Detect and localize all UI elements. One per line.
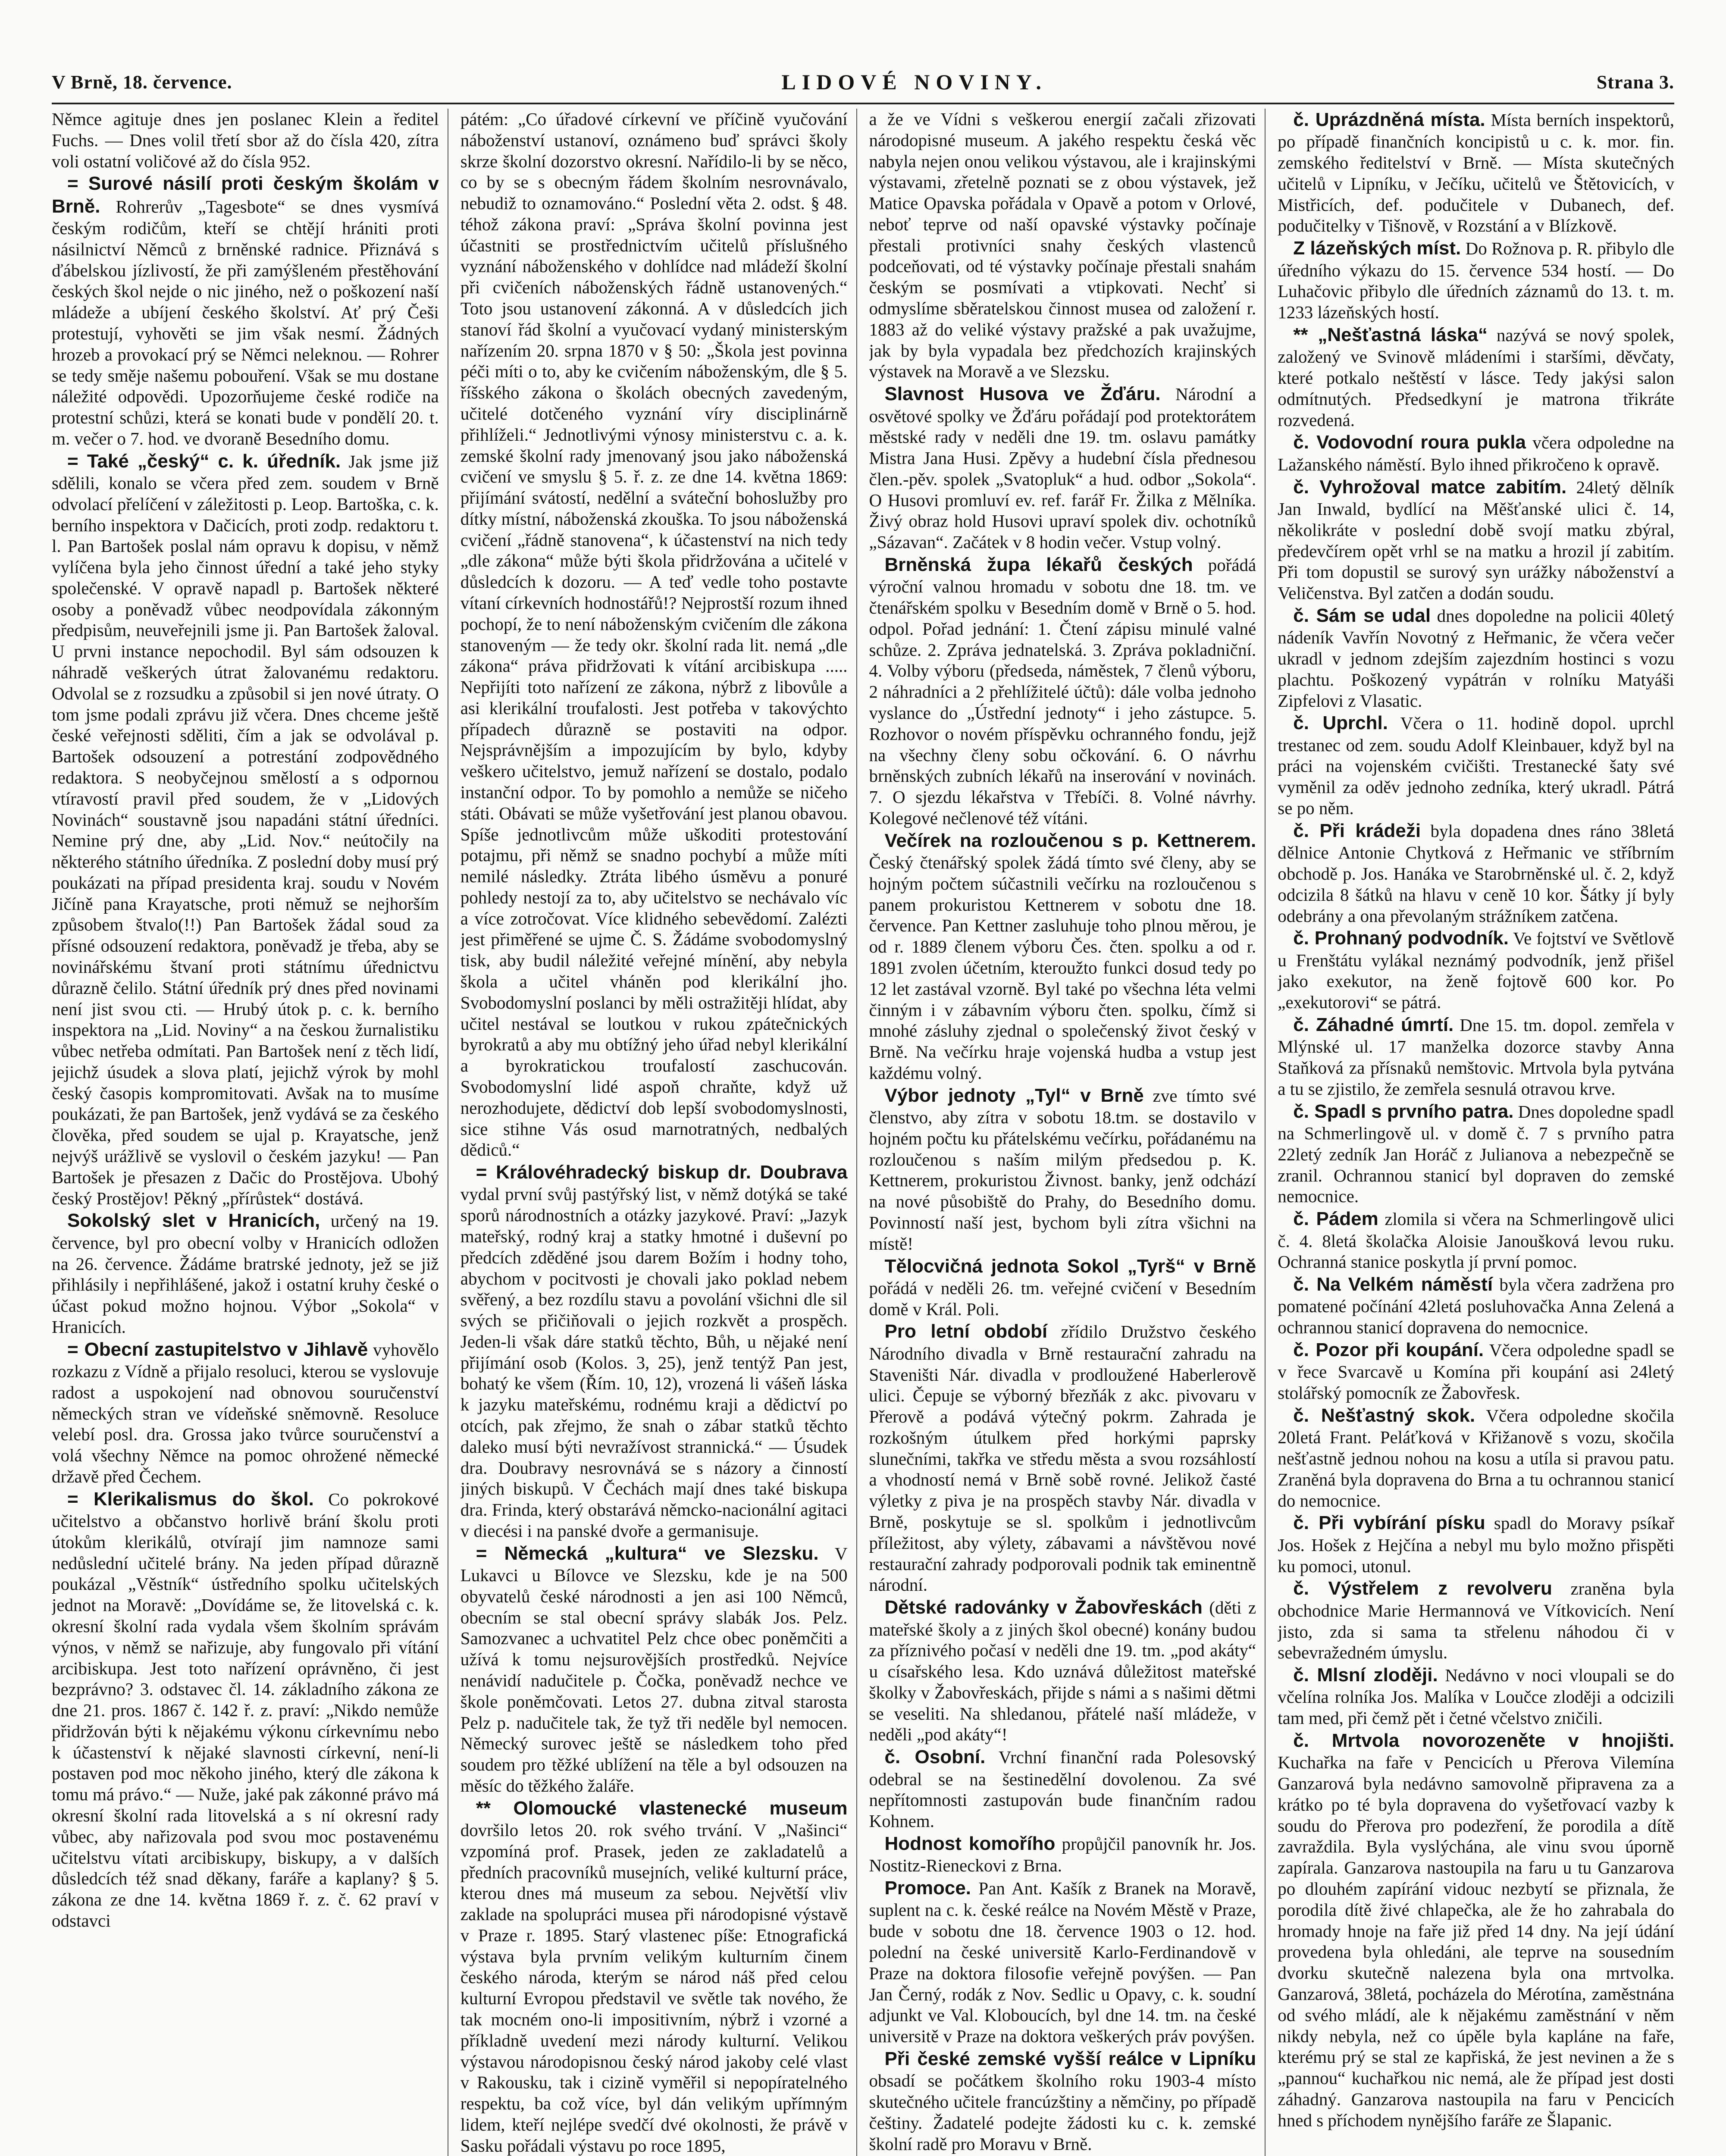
article-heading: = Obecní zastupitelstvo v Jihlavě (67, 1338, 368, 1360)
article-text: pořádá výroční valnou hromadu v sobotu dne 18. tm. ve čtenářském spolku v Besedním domě v Brně o 5. hod. odpol. Pořad jednání: 1. Čtení zápisu minulé valné schůze. 2. Zpráva jednatelská. 3. Zpráva pokladniční. 4. Volby výboru (předseda, náměstek, 7 členů výboru, 2 náhradníci a 2 přehlížitelé účtů): dále volba jednoho vyslance do „Ústřední jednoty“ i jeho zástupce. 5. Rozhovor o novém příspěvku ochranného fondu, jejž na všechny členy sobu očkování. 6. O návrhu brněnských zubních lékařů na inserování v novinách. 7. O sjezdu lékařstva v Třebíči. 8. Volné návrhy. Kolegové nečlenové též vítáni. (869, 555, 1256, 828)
article-columns (52, 109, 1674, 2156)
article-paragraph (869, 1084, 1256, 1254)
article-heading: = Surové násilí proti českým školám v Brně. (52, 173, 439, 217)
article-paragraph (1278, 1664, 1674, 1729)
article-text: zraněna byla obchodnice Marie Hermannová ve Vítkovicích. Není jisto, zda si sama ta střelenu náhodou či v sebevražedném úmyslu. (1278, 1579, 1674, 1663)
article-heading: č. Záhadné úmrtí. (1293, 1014, 1454, 1036)
article-heading: Hodnost komořího (884, 1833, 1056, 1854)
article-text: 24letý dělník Jan Inwald, bydlící na Měšťanské ulici č. 14, několikráte v poslední době svojí matku zbýral, předevčírem opět vrhl se na matku a hrozil jí zabitím. Při tom dopustil se surový syn urážky náboženství a Veličenstva. Byl zatčen a dodán soudu. (1278, 477, 1674, 603)
article-text: spadl do Moravy psíkař Jos. Hošek z Hejčína a nebyl mu bylo možno přispěti ku pomoci, utonul. (1278, 1513, 1674, 1576)
article-paragraph (869, 554, 1256, 829)
article-heading: Dětské radovánky v Žabovřeskách (884, 1597, 1203, 1618)
article-text: a že ve Vídni s veškerou energií začali zřizovati národopisné museum. A jakého respektu česká věc nabyla nejen onou velikou výstavou, ale i krajinskými výstavami, zřetelně poznati se z obou výstavek, jež Matice Opavska pořádala v Opavě a potom v Orlové, neboť teprve od naší opavské výstavky počínaje přestali protivníci snahy českých vlastenců podceňovati, od té výstavky počínaje přestali snahám českým se posmívati a vtipkovati. Nechť si odmyslíme sběratelskou činnost musea od založení r. 1883 až do veliké výstavy pražské a pak uvažujme, jak by byla vypadala bez předchozích krajinských výstavek na Moravě a ve Slezsku. (869, 109, 1256, 382)
article-heading: Slavnost Husova ve Žďáru. (884, 383, 1161, 405)
article-text: obsadí se počátkem školního roku 1903-4 místo skutečného učitele francúzštiny a němčiny, po případě češtiny. Žadatelé podejte žádosti ku c. k. zemské školní radě pro Moravu v Brně. (869, 2071, 1256, 2154)
article-text: vydal první svůj pastýřský list, v němž dotýká se také sporů národnostních a otázky jazykové. Praví: „Jazyk mateřský, rodný kraj a statky hmotné i duševní po předcích zděděné jsou darem Božím i hodny toho, abychom v pocitvosti je chovali jako poklad nebem svěřený, a bez rozdílu stavu a povolání všichni dle sil svých se přičiňovali o jejich rozkvět a prospěch. Jeden-li však dáre statků těchto, Bůh, u nějaké není přijímání osob (Kolos. 3, 25), jenž tentýž Pan jest, bohatý ke všem (Řím. 10, 12), vrozená li vášeň láska k jazyku mateřskému, rodnému kraji a dědictví po otcích, pak zřejmo, že snah o zábar statků těchto daleko musí býti nevražívost strannická.“ — Úsudek dra. Doubravy nesrovnává se s názory a činností jiných biskupů. V Čechách mají dnes také biskupa dra. Frinda, který obstarává němcko-nacionální agitaci v diecési i na panské dvoře a germanisuje. (460, 1184, 848, 1541)
article-heading: č. Vyhrožoval matce zabitím. (1293, 476, 1567, 498)
article-heading: č. Osobní. (884, 1746, 986, 1768)
article-text: zřídilo Družstvo českého Národního divadla v Brně restaurační zahradu na Staveništi Nár. divadla v prodloužené Haberlerově ulici. Čepuje se výborný březňák z akc. pivovaru v Přerově a podává výtečný pokrm. Zahrada je rozkošným útulkem před horkými paprsky slunečními, takřka ve středu města a svou rozsáhlostí a vhodností nemá v Brně sobě rovné. Jelikož časté výletky z piva je na prospěch stavby Nár. divadla v Brně, poskytuje se sl. spolkům i jednotlivcům příležitost, aby výlety, zábavami a návštěvou nové restaurační zahrady podporovali podnik tak eminentně národní. (869, 1322, 1256, 1595)
article-text: Včera o 11. hodině dopol. uprchl trestanec od zem. soudu Adolf Kleinbauer, když byl na práci na vojenském cvičišti. Trestanecké šaty své vyměnil za oděv jednoho zedníka, který ukradl. Pátrá se po něm. (1278, 713, 1674, 818)
article-heading: ** Olomoucké vlastenecké museum (476, 1797, 848, 1819)
newspaper-title: LIDOVÉ NOVINY. (781, 70, 1047, 94)
article-text: Včera odpoledne skočila 20letá Frant. Peláťková v Křižanově s vozu, skočila nešťastně jednou nohou na kosu a utíla si pravou patu. Zraněná byla dopravena do Brna a tu ochrannou stanicí do nemocnice. (1278, 1405, 1674, 1510)
article-paragraph (1278, 605, 1674, 711)
article-paragraph (52, 1338, 439, 1487)
article-paragraph (460, 109, 848, 1160)
article-paragraph (1278, 1273, 1674, 1338)
article-text: (děti z mateřské školy a z jiných škol obecné) konány budou za příznivého počasí v neděli dne 19. tm. „pod akáty“ u císařského lesa. Kdo uznává důležitost mateřské školky v Žabovřeskách, přijde s námi a s našimi dětmi se veseliti. Na shledanou, přátelé naší mládeže, v neděli „pod akáty“! (869, 1598, 1256, 1745)
article-heading: č. Pádem (1293, 1208, 1378, 1230)
column-1 (52, 109, 448, 2156)
article-paragraph (460, 1542, 848, 1796)
article-heading: č. Pozor při koupání. (1293, 1339, 1484, 1361)
article-paragraph (869, 109, 1256, 382)
article-paragraph (52, 1210, 439, 1337)
article-paragraph (1278, 820, 1674, 926)
article-text: zve tímto své členstvo, aby zítra v sobotu 18.tm. se dostavilo v hojném počtu ku přátelskému večírku, pořádanému na rozloučenou s naším milým předsedou p. K. Kettnerem, prokuristou Živnost. banky, jenž odchází na nové působiště do Prahy, do Besedního domu. Povinností naší jest, bychom byli zítra všichni na místě! (869, 1085, 1256, 1253)
article-heading: č. Vodovodní roura pukla (1293, 432, 1526, 453)
article-paragraph (1278, 1208, 1674, 1272)
article-paragraph (1278, 1100, 1674, 1207)
article-text: Rohrerův „Tagesbote“ se dnes vysmívá českým rodičům, kteří se chtějí hrániti proti násilnictví Němců z brněnské radnice. Přiznává s ďábelskou jízlivostí, že při zamýšleném přestěhování českých škol nejde o nic jiného, než o poškození naší mládeže a ubíjení českého školství. Ať prý Češi protestují, vyhověti se jim však nesmí. Žádných hrozeb a provokací prý se Němci neleknou. — Rohrer se tedy směje našemu pobouření. Však se mu dostane náležité odpovědi. Upozorňujeme české rodiče na protestní schůzi, která se konati bude v pondělí 20. t. m. večer o 7. hod. ve dvoraně Besedního domu. (52, 196, 439, 448)
article-heading: = Klerikalismus do škol. (67, 1488, 314, 1510)
article-text: zlomila si včera na Schmerlingově ulici č. 4. 8letá školačka Aloisie Janoušková levou ruku. Ochranná stanice poskytla jí první pomoc. (1278, 1209, 1674, 1272)
article-text: Včera odpoledne spadl se v řece Svarcavě u Komína při koupání asi 24letý stolářský pomocník ze Žabovřesk. (1278, 1340, 1674, 1403)
article-paragraph (1278, 1730, 1674, 2131)
article-paragraph (869, 1596, 1256, 1745)
header-rule (52, 103, 1674, 104)
article-paragraph (1278, 1577, 1674, 1663)
article-text: včera odpoledne na Lažanského náměstí. Bylo ihned přikročeno k opravě. (1278, 432, 1674, 474)
article-heading: č. Nešťastný skok. (1293, 1404, 1475, 1426)
article-paragraph (1278, 1512, 1674, 1576)
article-paragraph (869, 1320, 1256, 1595)
article-paragraph (52, 450, 439, 1209)
article-heading: Sokolský slet v Hranicích, (67, 1210, 320, 1232)
article-paragraph (1278, 1014, 1674, 1100)
article-text: Němce agituje dnes jen poslanec Klein a ředitel Fuchs. — Dnes volil třetí sbor až do čísla 420, zítra voli ostatní voličové až do čísla 952. (52, 109, 439, 171)
article-text: Dne 15. tm. dopol. zemřela v Mlýnské ul. 17 manželka dozorce stavby Anna Staňková za přísnaků nemštovic. Mrtvola byla pytvána a tu se zjistilo, že zemřela sesnulá otravou krve. (1278, 1015, 1674, 1099)
article-heading: č. Mrtvola novorozeněte v hnojišti. (1293, 1730, 1674, 1751)
article-paragraph (52, 1488, 439, 1931)
article-heading: Tělocvičná jednota Sokol „Tyrš“ v Brně (884, 1255, 1256, 1277)
article-heading: č. Při krádeži (1293, 820, 1421, 841)
article-text: Národní a osvětové spolky ve Žďáru pořádají pod protektorátem městské rady v neděli dne 19. tm. oslavu památky Mistra Jana Husi. Zpěvy a hudební čísla přednesou člen.-pěv. spolek „Svatopluk“ a hud. odbor „Sokola“. O Husovi promluví ev. ref. farář Fr. Žilka z Mělníka. Živý obraz hold Husovi upraví spolek div. ochotníků „Sázavan“. Začátek v 8 hodin večer. Vstup volný. (869, 384, 1256, 552)
article-heading: č. Spadl s prvního patra. (1293, 1100, 1514, 1122)
column-4 (1278, 109, 1674, 2156)
article-text: Nedávno v noci vloupali se do včelína rolníka Jos. Malíka v Loučce zloději a odcizili tam med, při čemž pět i četné včelstvo zničili. (1278, 1665, 1674, 1728)
article-paragraph (460, 1161, 848, 1542)
article-heading: Pro letní období (884, 1321, 1048, 1342)
article-heading: Z lázeňských míst. (1293, 238, 1461, 259)
masthead (52, 65, 1674, 99)
article-heading: č. Výstřelem z revolveru (1293, 1578, 1552, 1599)
article-text: byla dopadena dnes ráno 38letá dělnice Antonie Chytková z Heřmanic ve stříbrním obchodě p. Jos. Hanáka ve Starobrněnské ul. č. 2, když odcizila 8 šátků na hlavu v ceně 10 kor. Šátky jí byly odebrány a ona převolaným strážníkem zatčena. (1278, 821, 1674, 926)
column-2 (460, 109, 857, 2156)
article-paragraph (460, 1797, 848, 2156)
article-heading: č. Na Velkém náměstí (1293, 1274, 1493, 1295)
article-paragraph (869, 830, 1256, 1084)
article-text: pátém: „Co úřadové církevní ve příčině vyučování náboženství ustanoví, oznámeno buď správci školy skrze školní dozorstvo okresní. Nařídilo-li by se něco, co by se s obecným řádem školním nesrovnávalo, nebudiž to oznamováno.“ Poslední věta 2. odst. § 48. téhož zákona praví: „Správa školní povinna jest účastniti se prostřednictvím učitelů příslušného vyznání náboženského v dohlídce nad mládeží školní při cvičeních náboženských řádně ustanovených.“ Toto jsou ustanovení zákonná. A v důsledcích jich stanoví řád školní a vyučovací vydaný ministerským nařízením 20. srpna 1870 v § 50: „Škola jest povinna péči míti o to, aby ke cvičením náboženským, dle § 5. říšského zákona o školách obecných zavedeným, učitelé dotčeného vyznání víry disciplinárně přihlíželi.“ Jednotlivými výnosy ministerstvu c. a. k. zemské školní rady jmenovaný jsou jako náboženská cvičení ve smyslu § 5. ř. z. ze dne 14. května 1869: přijímání svátostí, nedělní a sváteční bohoslužby pro dítky místní, náboženská zkouška. To jsou náboženská cvičení „řádně stanovena“, k účastenství na nich tedy „dle zákona“ může býti škola přidržována a učitelé v důsledcích k dozoru. — A teď vedle toho postavte vítaní církevních hodnostářů!? Nejprostší rozum ihned pochopí, že to není náboženským cvičením dle zákona stanoveným — že tedy okr. školní rada lit. nemá „dle zákona“ práva přidržovati k vítání arcibiskupa ..... Nepřijíti toto nařízení ze zákona, nýbrž z libovůle a asi klerikální troufalosti. Jest potřeba v takovýchto případech důrazně se postaviti na odpor. Nejsprávnějším a impozujícím by bylo, kdyby veškero učitelstvo, jemuž nařízení se dostalo, podalo instanční odpor. To by pomohlo a nemůže se ničeho státi. Obávati se může vyšetřování jest planou obavou. Spíše jednotlivcům může uškoditi protestování potajmu, při němž se snadno pochybí a může míti nemilé následky. Ztráta libého úsměvu a ponuré pohledy nestojí za to, aby učitelstvo se nechávalo víc a více zotročovat. Více klidného sebevědomí. Zalézti jest přiměřené se ujme Č. S. Žádáme svobodomyslný tisk, aby budil náležité veřejné mínění, aby nebyla škola a učitel vháněn pod klerikální jho. Svobodomyslní poslanci by měli ostražitěji hlídat, aby učitel nestával se loutkou v rukou zpátečnických byrokratů a aby mu obtížný jeho úřad nebyl klerikální a byrokratickou troufalostí zaschucován. Svobodomyslní lidé aspoň chraňte, když už nerozhodujete, dědictví dob lepší svobodomyslnosti, sice stihne Vás osud marnotratných, nedbalých dědiců.“ (460, 109, 848, 1160)
article-heading: = Královéhradecký biskup dr. Doubrava (476, 1162, 848, 1183)
dateline: V Brně, 18. července. (52, 71, 232, 93)
article-text: dnes dopoledne na policii 40letý nádeník Vavřín Novotný z Heřmanic, že včera večer ukradl v jednom zdejším zajezdním hostinci s vozu plachtu. Poškozený vypátrán v rolníku Matyáši Zipfelovi z Vlasatic. (1278, 605, 1674, 711)
article-heading: Brněnská župa lékařů českých (884, 554, 1193, 575)
article-heading: č. Uprázdněná místa. (1293, 109, 1485, 130)
article-heading: ** „Nešťastná láska“ (1293, 324, 1488, 345)
article-heading: = Německá „kultura“ ve Slezsku. (476, 1542, 819, 1564)
article-paragraph (869, 1877, 1256, 2047)
article-paragraph (52, 172, 439, 449)
article-heading: č. Při vybírání písku (1293, 1512, 1485, 1534)
article-text: Pan Ant. Kašík z Branek na Moravě, suplent na c. k. české reálce na Novém Městě v Praze, bude v sobotu dne 18. července 1903 o 12. hod. polední na české universitě Karlo-Ferdinandově v Praze na doktora filosofie veřejně povýšen. — Pan Jan Černý, rodák z Nov. Sedlic u Opavy, c. k. soudní adjunkt ve Val. Kloboucích, byl dne 14. tm. na české universitě v Praze na doktora veškerých práv povýšen. (869, 1878, 1256, 2046)
column-3 (869, 109, 1266, 2156)
article-text: Dnes dopoledne spadl na Schmerlingově ul. v domě č. 7 s prvního patra 22letý zedník Jan Horáč z Julianova a nebezpečně se zranil. Ochrannou stanicí byl dopraven do zemské nemocnice. (1278, 1101, 1674, 1206)
article-paragraph (869, 1255, 1256, 1320)
article-heading: Večírek na rozloučenou s p. Kettnerem. (884, 830, 1256, 851)
article-paragraph (1278, 237, 1674, 323)
article-paragraph (1278, 109, 1674, 236)
article-text: dovršilo letos 20. rok svého trvání. V „Našinci“ vzpomíná prof. Prasek, jeden ze zakladatelů a předních pracovníků musejních, veliké kulturní práce, kterou dnes má museum za sebou. Největší vliv zaklade na spolupráci musea při národopisné výstavě v Praze r. 1895. Starý vlastenec píše: Etnografická výstava byla prvním velikým kulturním činem českého národa, kterým se národ náš před celou kulturní Evropou představil ve světle tak nového, že tak mocném ono-li impositivním, nýbrž i vzorné a příkladně uvedení mezi národy kulturní. Velikou výstavou národopisnou český národ jakoby celé vlast v Rakousku, tak i cizině vyměřil si nepopíratelného respektu, ba což více, byl dán velikým upřímným lidem, kteří nejlépe svedčí dvé okolnosti, že právě v Sasku pořádali výstavu po roce 1895, (460, 1820, 848, 2156)
article-text: Kuchařka na faře v Pencicích u Přerova Vilemína Ganzarová byla nedávno samovolně připravena za a krátko po té byla dopravena do vyšetřovací vazby k soudu do Přerova pro podezření, že porodila a dítě zavraždila. Byla vyslýchána, ale vinu svou úporně zapírala. Ganzarova nastoupila na faru u tu Ganzarova po dlouhém zapírání vidouc nezbytí se přiznala, že porodila dítě živé chlapečka, ale že ho zahrabala do hromady hnoje na faře již před 14 dny. Na její údání provedena byla ohledáni, ale teprve na sousedním dvorku skutečně nalezena byla ona mrtvolka. Ganzarová, 38letá, pocházela do Mérotína, zaměstnána od svého mládí, ale k nějakému zaměstnání v něm nikdy nebyla, než co úpěle byla kapláne na faře, kterému prý se stal ze kapřiská, že jest nevinen a že s „pannou“ kuchařkou nic nemá, ale že případ jest dosti záhadný. Ganzarova nastoupila na faru v Pencicích hned s příchodem nynějšího faráře ze Šlapanic. (1278, 1752, 1674, 2130)
article-paragraph (1278, 324, 1674, 430)
article-paragraph (869, 1746, 1256, 1832)
article-text: Ve fojtství ve Světlově u Frenštátu vylákal neznámý podvodník, jenž přišel jako exekutor, na ženě fojtově 600 kor. Po „exekutorovi“ se pátrá. (1278, 928, 1674, 1012)
article-text: určený na 19. července, byl pro obecní volby v Hranicích odložen na 26. července. Žádáme bratrské jednoty, jež se již přihlásily i nepřihlášené, jakož i ostatní kruhy české o účast pokud možno hojnou. Výbor „Sokola“ v Hranicích. (52, 1211, 439, 1337)
article-heading: Promoce. (884, 1877, 971, 1899)
article-text: Místa berních inspektorů, po případě finančních koncipistů u c. k. mor. fin. zemského ředitelství v Brně. — Místa skutečných učitelů v Lipníku, v Ječíku, učitelů ve Štětovicích, v Mistřicích, def. podučitele v Dubanech, def. podučitelky v Tišnově, v Rozstání a v Blízkově. (1278, 110, 1674, 236)
article-text: nazývá se nový spolek, založený ve Svinově mládeními i staršími, děvčaty, které potkalo neštěstí v lásce. Tedy jakýsi salon odmítnutých. Předsedkyní je matrona třikráte rozvedená. (1278, 325, 1674, 430)
article-paragraph (1278, 712, 1674, 818)
article-heading: Výbor jednoty „Tyl“ v Brně (884, 1084, 1144, 1106)
article-heading: č. Prohnaný podvodník. (1293, 928, 1509, 949)
article-text: propůjčil panovník hr. Jos. Nostitz-Rieneckovi z Brna. (869, 1833, 1256, 1876)
article-paragraph (1278, 1404, 1674, 1511)
article-text: pořádá v neděli 26. tm. veřejné cvičení v Besedním domě v Král. Poli. (869, 1278, 1256, 1319)
article-paragraph (52, 109, 439, 172)
article-paragraph (1278, 431, 1674, 475)
article-paragraph (1278, 927, 1674, 1013)
article-heading: č. Sám se udal (1293, 605, 1431, 626)
article-text: V Lukavci u Bílovce ve Slezsku, kde je na 500 obyvatelů české národnosti a jen asi 100 Němců, obecním se stal obecní správy slabák Jos. Pelz. Samozvanec a uchvatitel Pelz chce obec poněmčiti a užívá k tomu nejsurovějších prostředků. Nejvíce nenávidí nadučitele p. Čočka, poněvadž nechce ve škole poněmčovati. Letos 27. dubna zitval starosta Pelz p. nadučitele tak, že tyž tři neděle byl nemocen. Německý surovec ještě se následkem toho před soudem pro těžké ublížení na těle a byl odsouzen na měsíc do těžkého žaláře. (460, 1543, 848, 1796)
article-text: byla včera zadržena pro pomatené počínání 42letá posluhovačka Anna Zelená a ochrannou stanicí dopravena do nemocnice. (1278, 1275, 1674, 1338)
article-heading: č. Uprchl. (1293, 712, 1388, 734)
article-text: Vrchní finanční rada Polesovský odebral se na šestinedělní dovolenou. Za své nepřítomnosti zastupován bude finančním radou Kohnem. (869, 1747, 1256, 1831)
article-paragraph (1278, 476, 1674, 604)
article-text: Jak jsme již sdělili, konalo se včera před zem. soudem v Brně odvolací přelíčení v záležitosti p. Leop. Bartoška, c. k. berního inspektora v Dačicích, proti zodp. redaktoru t. l. Pan Bartošek poslal nám opravu k dopisu, v němž vylíčena byla jeho činnost úřední a také jeho styky společenské. V opravě napadl p. Bartošek některé osoby a poněvadž vůbec neodpovídala zákonným předpisům, neuveřejnili jsme ji. Pan Bartošek žaloval. U prvni instance nepochodil. Byl sám odsouzen k náhradě veškerých útrat žalovanému redaktoru. Odvolal se z rozsudku a způsobil si jen nové útraty. O tom jsme podali zprávu již včera. Dnes chceme ještě české veřejnosti sděliti, čím a jak se odvolával p. Bartošek odsouzení a potrestání zodpovědného redaktora. S neobyčejnou smělostí a s odpornou vtíravostí pravil před soudem, že v „Lidových Novinách“ soustavně jsou napadáni státní úředníci. Nemine prý dne, aby „Lid. Nov.“ neútočily na některého státního úředníka. Z poslední doby musí prý poukázati na případ presidenta kraj. soudu v Novém Jičíně pana Krayatsche, proti němuž se nejhorším způsobem štvalo(!!) Pan Bartošek žádal soud za přísné odsouzení redaktora, poněvadž je třeba, aby se novinářskému štvaní proti státnímu úřednictvu důrazně čelilo. Státní úředník prý dnes před novinami není jist svou cti. — Hrubý útok p. c. k. berního inspektora na „Lid. Noviny“ a na českou žurnalistiku vůbec netřeba odmítati. Pan Bartošek není z těch lidí, jejichž úsudek a slova platí, jejichž výrok by mohl český časopis kompromitovati. Avšak na to musíme poukázati, že pan Bartošek, jenž vydává se za českého člověka, před soudem se ujal p. Krayatsche, jenž nejvýš urážlivě se vyslovil o českém jazyku! — Pan Bartošek je přesazen z Dačic do Prostějova. Ubohý český Prostějov! Pěkný „přírůstek“ dostává. (52, 451, 439, 1208)
article-text: Co pokrokové učitelstvo a občanstvo horlivě brání školu proti útokům klerikálů, otvírají jim namnoze sami nedůslední učitelé brány. Na jeden případ důrazně poukázal „Věstník“ ústředního spolku učitelských jednot na Moravě: „Dovídáme se, že litovelská c. k. okresní školní rada vydala všem školním správám výnos, v němž se nařizuje, aby fungovalo při vítání arcibiskupa. Jest toto nařízení oprávněno, či jest bezprávno? 3. odstavec čl. 14. základního zákona ze dne 21. pros. 1867 č. 142 ř. z. praví: „Nikdo nemůže přidržován býti k nějakému výkonu církevnímu nebo k účastenství k nějaké slavnosti církevní, není-li postaven pod moc někoho jiného, který dle zákona k tomu má právo.“ — Nuže, jaké pak zákonné právo má okresní školní rada litovelská a s ní okresní rady vůbec, aby nařizovala pod svou moc postavenému učitelstvu vítati arcibiskupy, biskupy, a v dalších důsledcích též snad děkany, faráře a kaplany? § 5. zákona ze dne 14. května 1869 ř. z. č. 62 praví v odstavci (52, 1489, 439, 1930)
article-text: vyhovělo rozkazu z Vídně a přijalo resoluci, kterou se vyslovuje radost a uspokojení nad obnovou souručenství německých stran ve vídeňské sněmovně. Resoluce velebí posl. dra. Grossa jako tvůrce souručenství a volá všechny Němce na pomoc ohrožené německé državě před Čechem. (52, 1339, 439, 1486)
article-heading: č. Mlsní zloději. (1293, 1664, 1438, 1686)
page-number: Strana 3. (1596, 71, 1674, 93)
article-heading: Při české zemské vyšší reálce v Lipníku (884, 2048, 1256, 2069)
article-text: Český čtenářský spolek žádá tímto své členy, aby se hojným počtem súčastnili večírku na rozloučenou s panem prokuristou Kettnerem v sobotu dne 18. července. Pan Kettner zasluhuje toho plnou měrou, je od r. 1889 členem výboru Čes. čten. spolku a od r. 1891 zvolen účetním, kteroužto funkci dosud tedy po 12 let zastával vzorně. Byl také po všechna léta velmi činným i v zábavním výboru čten. spolku, čímž si mnohé zásluhy zjednal o společenský život český v Brně. Na večírku hraje vojenská hudba a vstup jest každému volný. (869, 852, 1256, 1083)
article-paragraph (869, 2048, 1256, 2154)
article-heading: = Také „český“ c. k. úředník. (67, 450, 341, 472)
article-text: Do Rožnova p. R. přibylo dle úředního výkazu do 15. července 534 hostí. — Do Luhačovic přibylo dle úředních záznamů do 13. t. m. 1233 lázeňských hostí. (1278, 238, 1674, 323)
article-paragraph (869, 383, 1256, 553)
article-paragraph (1278, 1339, 1674, 1404)
article-paragraph (869, 1833, 1256, 1876)
